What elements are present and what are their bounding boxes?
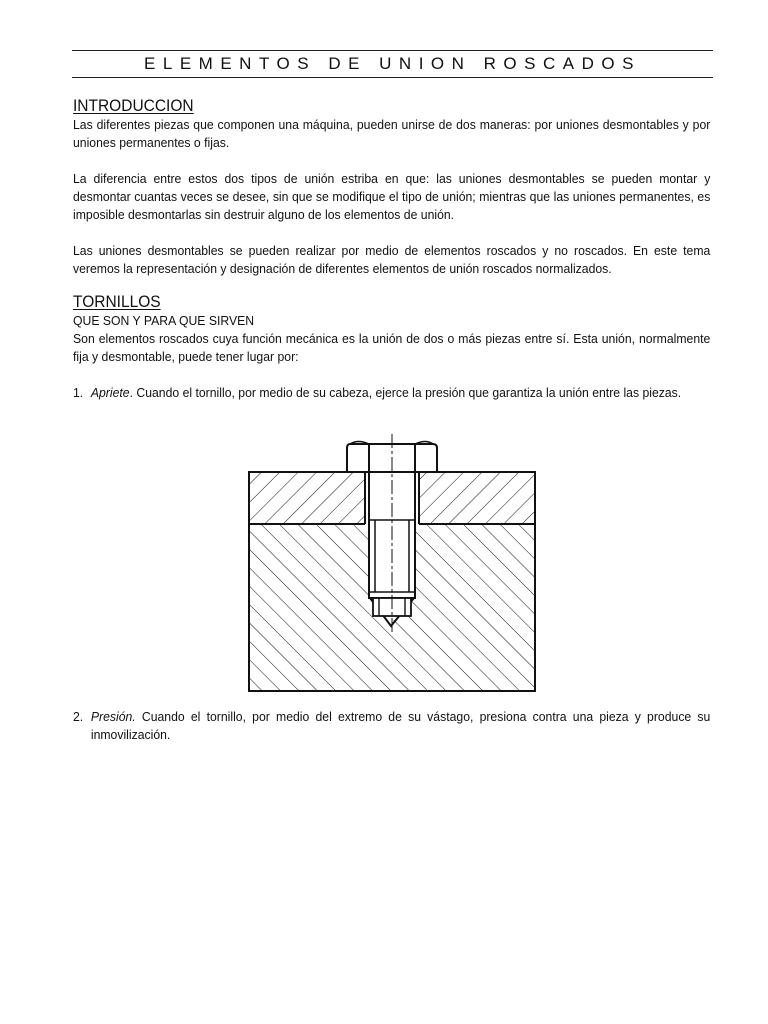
list-item bbox=[73, 708, 710, 744]
content-block bbox=[73, 96, 711, 402]
section-heading-tornillos: TORNILLOS bbox=[73, 293, 161, 311]
intro-paragraph-3: Las uniones desmontables se pueden realizar por medio de elementos roscados y no roscados. En este tema veremos la representación y designación de diferentes elementos de unión roscados normalizados. bbox=[73, 243, 711, 276]
top-plate-left-hatch bbox=[249, 472, 365, 524]
union-types-list-continued bbox=[73, 708, 710, 744]
list-item-number: 2. bbox=[73, 709, 84, 724]
intro-paragraph-1: Las diferentes piezas que componen una máquina, pueden unirse de dos maneras: por uniones desmontables y por uniones permanentes o fijas. bbox=[73, 117, 711, 150]
list-item-term: Presión. bbox=[90, 709, 136, 724]
list-item-text: . Cuando el tornillo, por medio de su cabeza, ejerce la presión que garantiza la unión entre las piezas. bbox=[129, 385, 682, 400]
bolt-joint-section-drawing-icon bbox=[244, 434, 540, 694]
list-item-term: Apriete bbox=[90, 385, 130, 400]
union-types-list bbox=[73, 384, 710, 402]
list-item-number: 1. bbox=[73, 385, 84, 400]
tornillos-paragraph: Son elementos roscados cuya función mecánica es la unión de dos o más piezas entre sí. Esta unión, normalmente fija y desmontable, puede tener lugar por: bbox=[73, 331, 711, 364]
list-item-2-block bbox=[73, 708, 710, 744]
section-heading-introduccion: INTRODUCCION bbox=[73, 97, 194, 115]
list-item-text: Cuando el tornillo, por medio del extremo de su vástago, presiona contra una pieza y produce su inmovilización. bbox=[90, 709, 711, 742]
document-title: ELEMENTOS DE UNION ROSCADOS bbox=[72, 50, 713, 78]
intro-paragraph-2: La diferencia entre estos dos tipos de unión estriba en que: las uniones desmontables se pueden montar y desmontar cuantas veces se desee, sin que se modifique el tipo de unión; mientras que las uniones permanentes, es imposible desmontarlas sin destruir alguno de los elementos de unión. bbox=[73, 171, 711, 222]
bolt-joint-section-figure bbox=[244, 434, 540, 694]
list-item bbox=[73, 384, 710, 402]
top-plate-right-hatch bbox=[419, 472, 535, 524]
subheading-que-son: QUE SON Y PARA QUE SIRVEN bbox=[73, 313, 255, 328]
